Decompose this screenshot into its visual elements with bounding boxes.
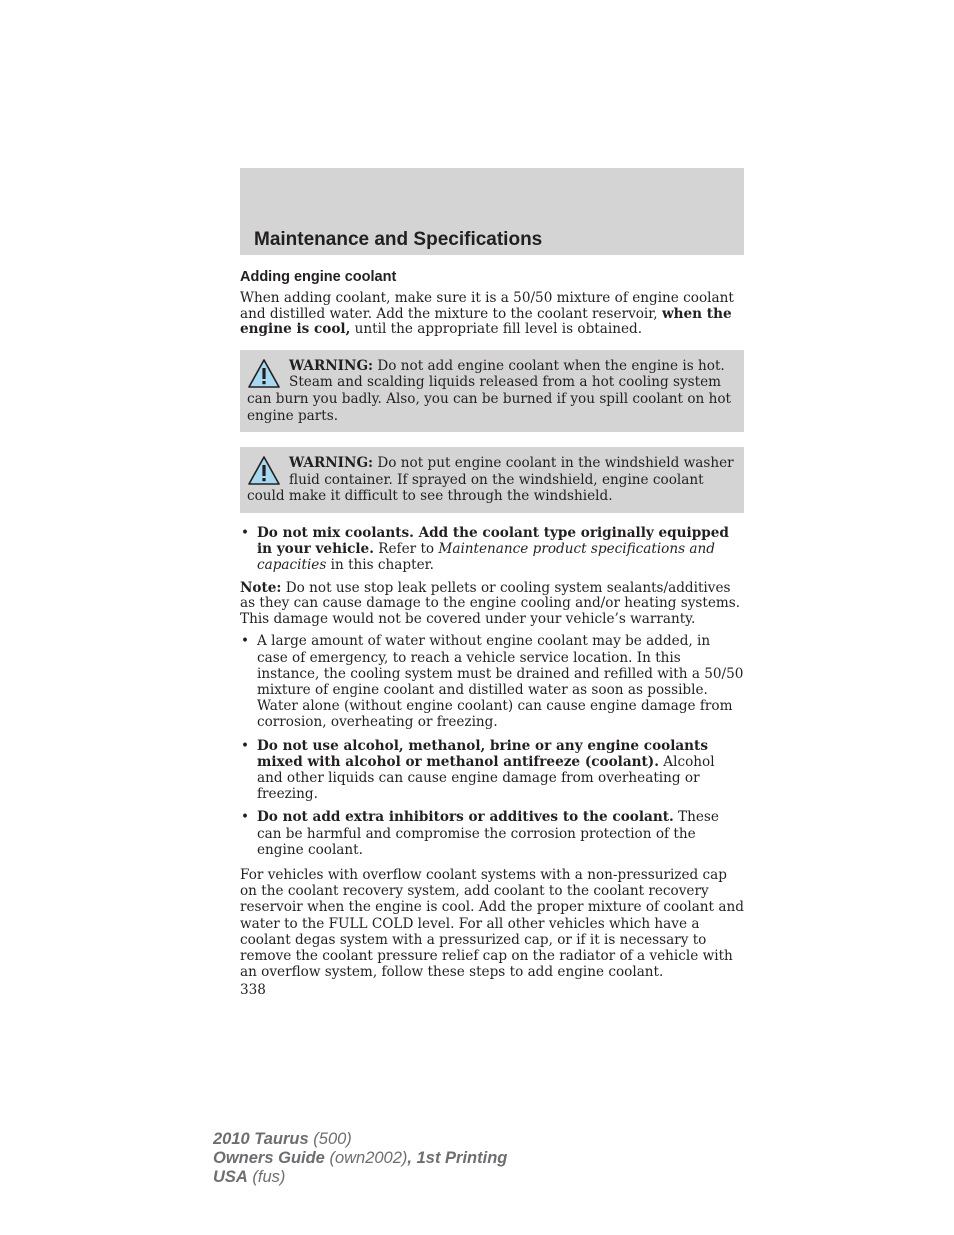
bullet-bold: Do not use alcohol, methanol, brine or any engine coolants mixed with alcohol or methanol antifreeze (coolant). [257,737,708,770]
warning-box-2 [240,447,744,513]
page-number: 338 [240,982,266,999]
bullet-text: Refer to [373,541,439,558]
warning-text: Do not add engine coolant when the engine is hot. Steam and scalding liquids released from a hot cooling system can burn you badly. Also, you can be burned if you spill coolant on hot engine parts. [247,357,731,424]
intro-text-b: until the appropriate fill level is obtained. [350,321,643,338]
warning-label: WARNING: [289,455,374,472]
page-title: Maintenance and Specifications [254,229,543,250]
closing-paragraph: For vehicles with overflow coolant systems with a non-pressurized cap on the coolant recovery system, add coolant to the coolant recovery reservoir when the engine is cool. Add the proper mixture of coolant and water to the FULL COLD level. For all other vehicles which have a coolant degas system with a pressurized cap, or if it is necessary to remove the coolant pressure relief cap on the radiator of a vehicle with an overflow system, follow these steps to add engine coolant. [240,866,744,981]
note-paragraph [240,581,744,628]
footer [213,1130,507,1187]
footer-market: USA [213,1168,248,1186]
bullet-dot: • [241,633,250,650]
list-item [240,633,744,730]
footer-printing: , 1st Printing [407,1149,508,1167]
footer-model: 2010 Taurus [213,1130,309,1148]
intro-paragraph [240,291,744,338]
footer-market-code: (fus) [247,1168,286,1186]
warning-triangle-icon [247,455,281,487]
footer-line-1 [213,1130,507,1149]
list-item [240,809,744,858]
warning-triangle-icon [247,358,281,390]
intro-bold: when the engine is cool, [240,305,732,338]
bullet-dot: • [241,809,250,826]
bullet-text: Alcohol and other liquids can cause engine damage from overheating or freezing. [257,753,715,803]
bullet-dot: • [241,524,250,541]
bullet-text: in this chapter. [326,557,434,574]
bullet-bold: Do not add extra inhibitors or additives to the coolant. [257,809,674,826]
warning-text: Do not put engine coolant in the windshield washer fluid container. If sprayed on the windshield, engine coolant could make it difficult to see through the windshield. [247,455,734,505]
list-item [240,525,744,574]
bullet-list-2 [240,633,744,858]
warning-box-1 [240,350,744,432]
footer-line-2 [213,1149,507,1168]
section-heading: Adding engine coolant [240,269,397,285]
bullet-text: These can be harmful and compromise the corrosion protection of the engine coolant. [257,809,719,858]
intro-text-a: When adding coolant, make sure it is a 50/50 mixture of engine coolant and distilled water. Add the mixture to the coolant reservoir, [240,290,734,322]
list-item [240,738,744,803]
warning-label: WARNING: [289,357,374,374]
bullet-dot: • [241,737,250,754]
bullet-bold: Do not mix coolants. Add the coolant type originally equipped in your vehicle. [257,524,729,558]
footer-guide-code: (own2002) [324,1149,408,1167]
footer-model-code: (500) [308,1130,352,1148]
bullet-list-1 [240,525,744,574]
footer-guide: Owners Guide [213,1149,325,1167]
note-text: Do not use stop leak pellets or cooling system sealants/additives as they can cause damage to the engine cooling and/or heating systems. This damage would not be covered under your vehicle’s warranty. [240,579,741,627]
footer-line-3 [213,1168,507,1187]
note-label: Note: [240,579,282,596]
bullet-text: A large amount of water without engine coolant may be added, in case of emergency, to reach a vehicle service location. In this instance, the cooling system must be drained and refilled with a 50/50 mixture of engine coolant and distilled water as soon as possible. Water alone (without engine coolant) can cause engine damage from corrosion, overheating or freezing. [257,633,744,731]
cross-reference: Maintenance product specifications and capacities [257,541,715,574]
header-band [240,168,744,255]
page-content [240,168,744,998]
